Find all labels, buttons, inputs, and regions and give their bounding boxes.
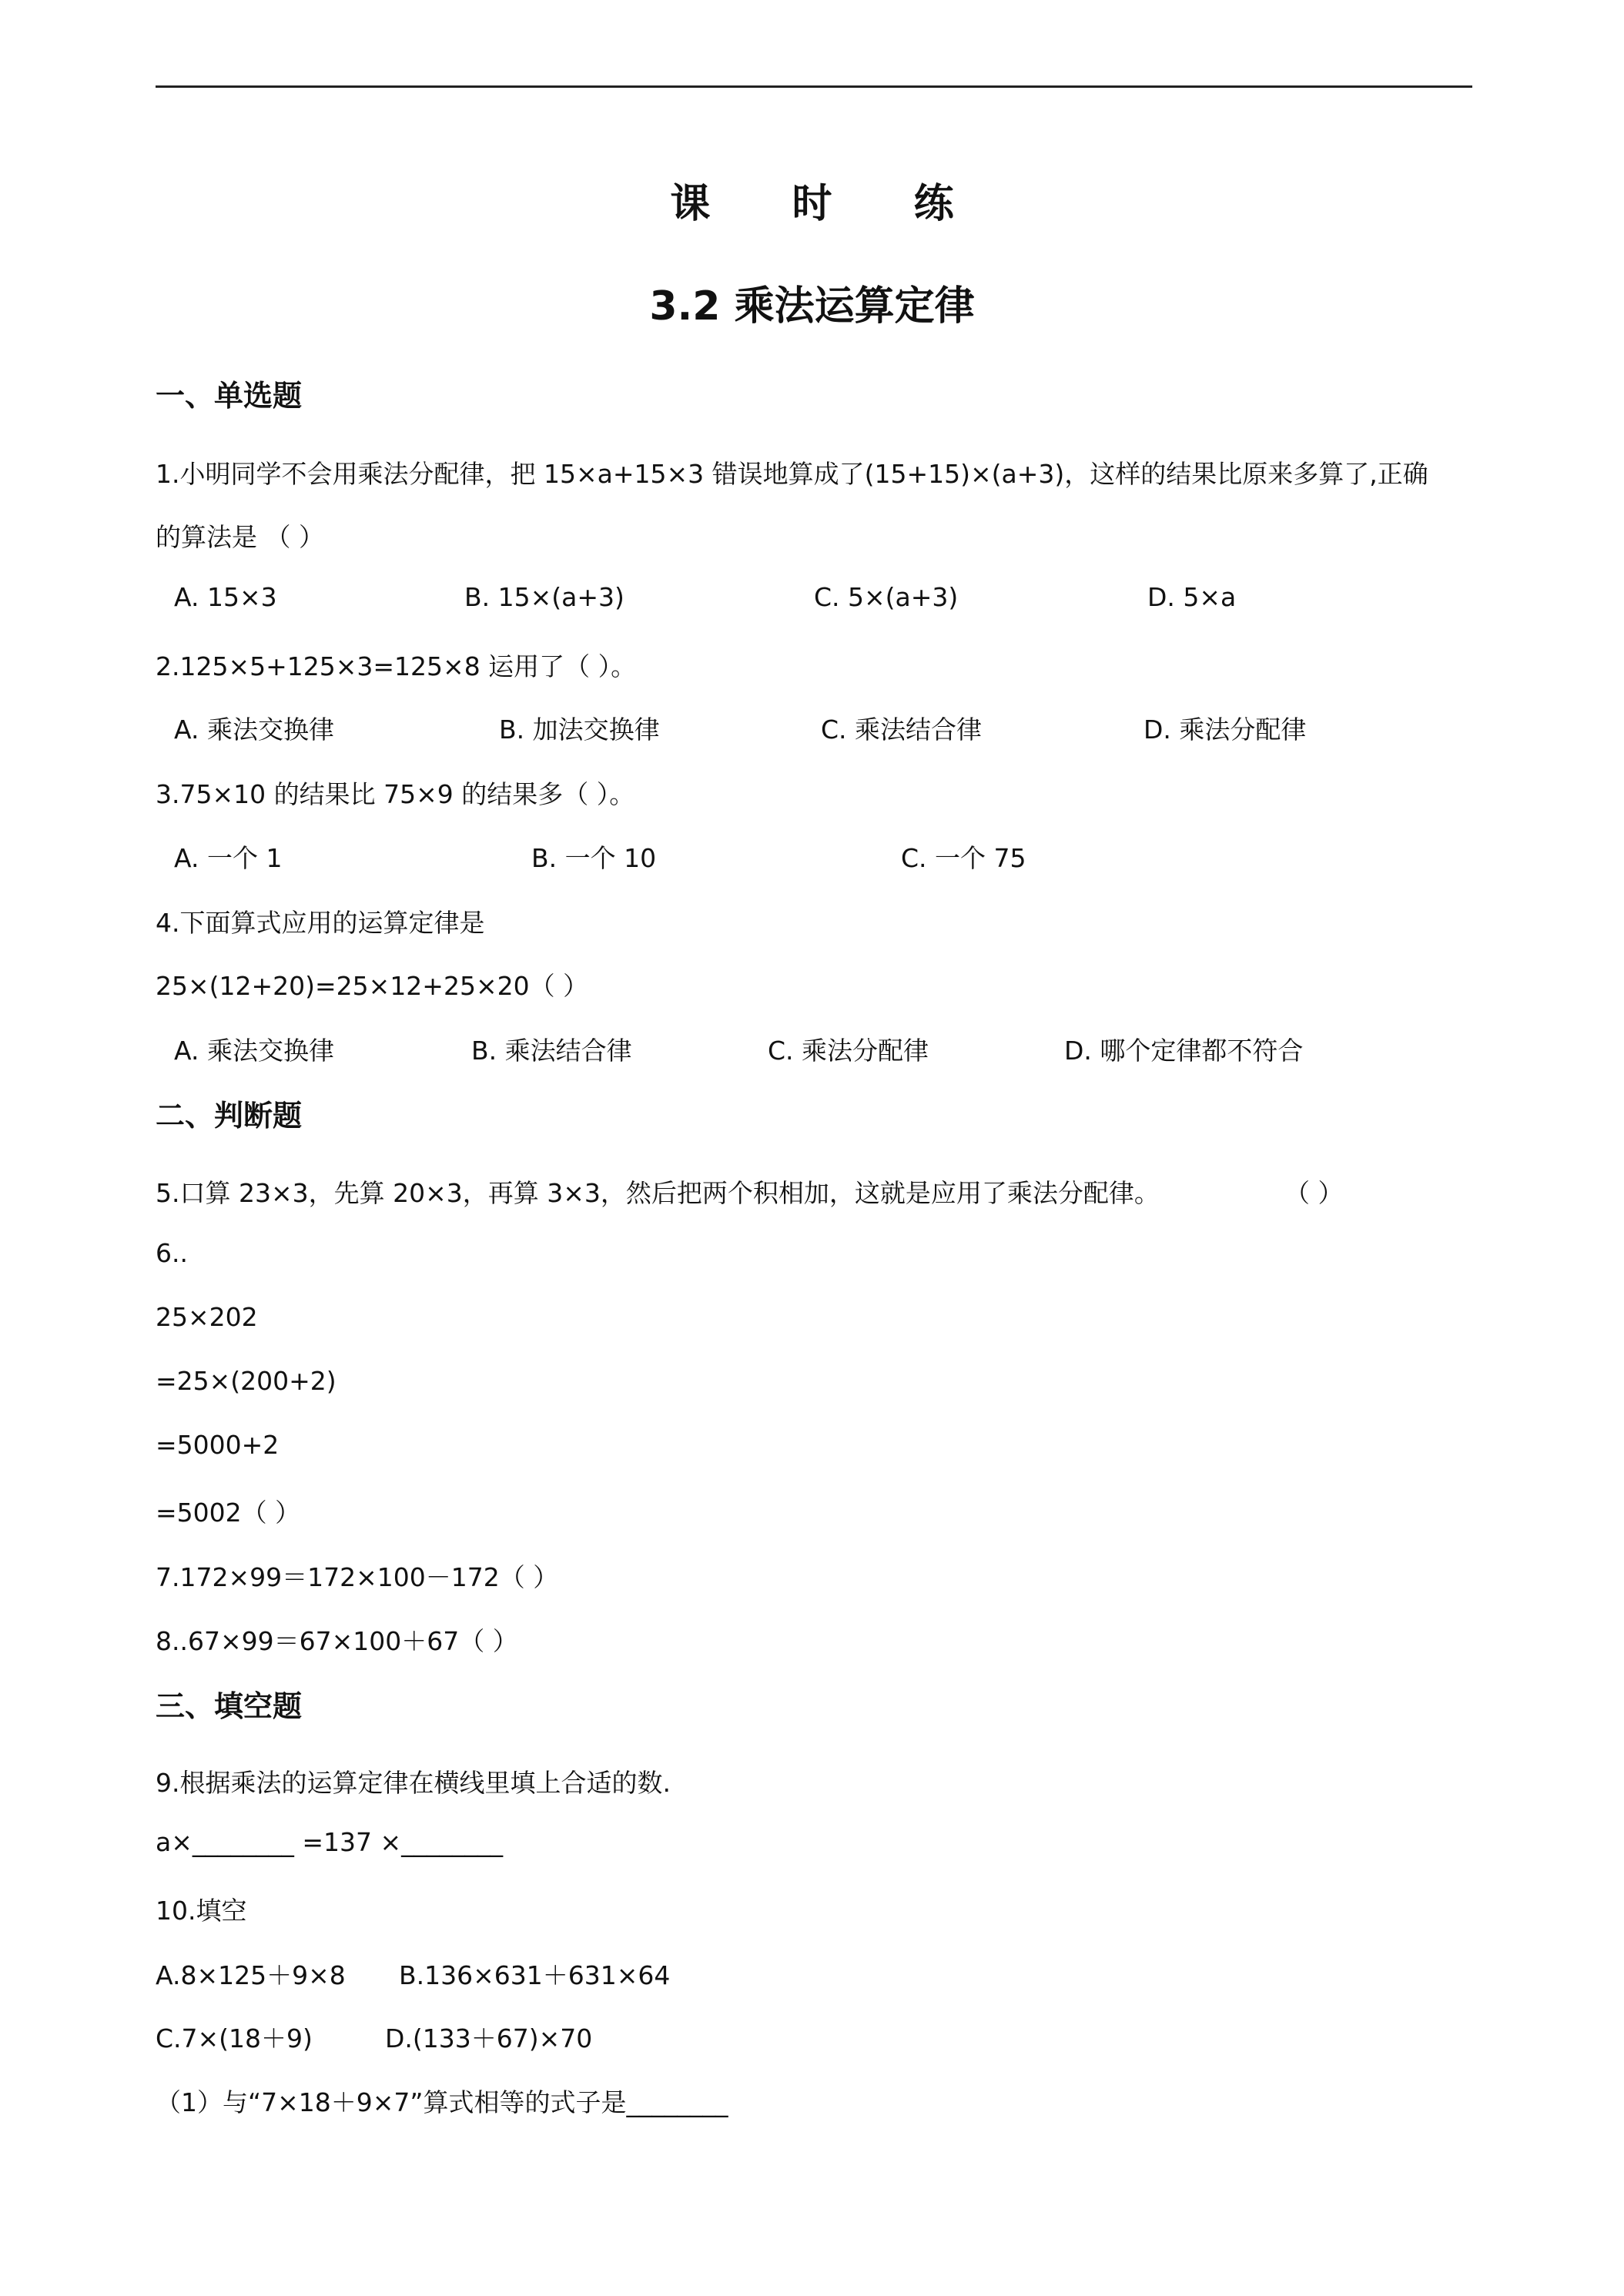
q6-text-line5: =5002（ ） (156, 1498, 301, 1528)
q2-option-a: A. 乘法交换律 (174, 715, 334, 745)
q4-option-b: B. 乘法结合律 (471, 1036, 632, 1066)
q7-text: 7.172×99＝172×100－172（ ） (156, 1562, 559, 1592)
q4-option-d: D. 哪个定律都不符合 (1064, 1036, 1304, 1066)
q9-text-line1: 9.根据乘法的运算定律在横线里填上合适的数. (156, 1768, 671, 1798)
page-subtitle: 3.2 乘法运算定律 (649, 283, 975, 330)
q9-text-line2: a×________ =137 ×________ (156, 1827, 504, 1857)
q5-answer-paren: （ ） (1284, 1178, 1344, 1208)
q1-option-d: D. 5×a (1147, 582, 1237, 612)
section-heading-single-choice: 一、单选题 (156, 379, 303, 413)
header-rule (156, 85, 1472, 88)
q3-text: 3.75×10 的结果比 75×9 的结果多（ ）。 (156, 779, 635, 809)
q2-option-d: D. 乘法分配律 (1143, 715, 1307, 745)
q3-option-c: C. 一个 75 (901, 843, 1026, 873)
q1-option-b: B. 15×(a+3) (464, 582, 624, 612)
q1-text-line2: 的算法是 （ ） (156, 522, 324, 552)
q2-option-b: B. 加法交换律 (499, 715, 660, 745)
q8-text: 8..67×99＝67×100＋67（ ） (156, 1626, 518, 1656)
q10-text-line1: 10.填空 (156, 1896, 247, 1926)
q10-subquestion-1: （1）与“7×18＋9×7”算式相等的式子是________ (156, 2087, 728, 2117)
q10-option-d: D.(133＋67)×70 (385, 2023, 593, 2053)
q5-text: 5.口算 23×3，先算 20×3，再算 3×3，然后把两个积相加，这就是应用了乘法分配律。 (156, 1178, 1160, 1208)
q2-text: 2.125×5+125×3=125×8 运用了（ ）。 (156, 651, 637, 681)
q4-option-a: A. 乘法交换律 (174, 1036, 334, 1066)
q4-option-c: C. 乘法分配律 (768, 1036, 929, 1066)
q2-option-c: C. 乘法结合律 (821, 715, 983, 745)
q6-text-line3: =25×(200+2) (156, 1366, 337, 1396)
section-heading-true-false: 二、判断题 (156, 1099, 303, 1133)
q6-text-line4: =5000+2 (156, 1430, 280, 1460)
q1-option-c: C. 5×(a+3) (814, 582, 959, 612)
q3-option-a: A. 一个 1 (174, 843, 283, 873)
q3-option-b: B. 一个 10 (531, 843, 657, 873)
q10-option-a: A.8×125＋9×8 (156, 1960, 346, 1990)
q10-option-b: B.136×631＋631×64 (399, 1960, 671, 1990)
q4-text-line1: 4.下面算式应用的运算定律是 (156, 908, 485, 938)
q1-text-line1: 1.小明同学不会用乘法分配律，把 15×a+15×3 错误地算成了(15+15)×(a+3)，这样的结果比原来多算了,正确 (156, 459, 1428, 489)
q6-text-line2: 25×202 (156, 1302, 258, 1332)
page-title: 课 时 练 (670, 181, 988, 227)
q6-text-line1: 6.. (156, 1238, 188, 1268)
section-heading-fill-in: 三、填空题 (156, 1689, 303, 1723)
q1-option-a: A. 15×3 (174, 582, 277, 612)
q10-option-c: C.7×(18＋9) (156, 2023, 313, 2053)
q4-text-line2: 25×(12+20)=25×12+25×20（ ） (156, 971, 589, 1001)
